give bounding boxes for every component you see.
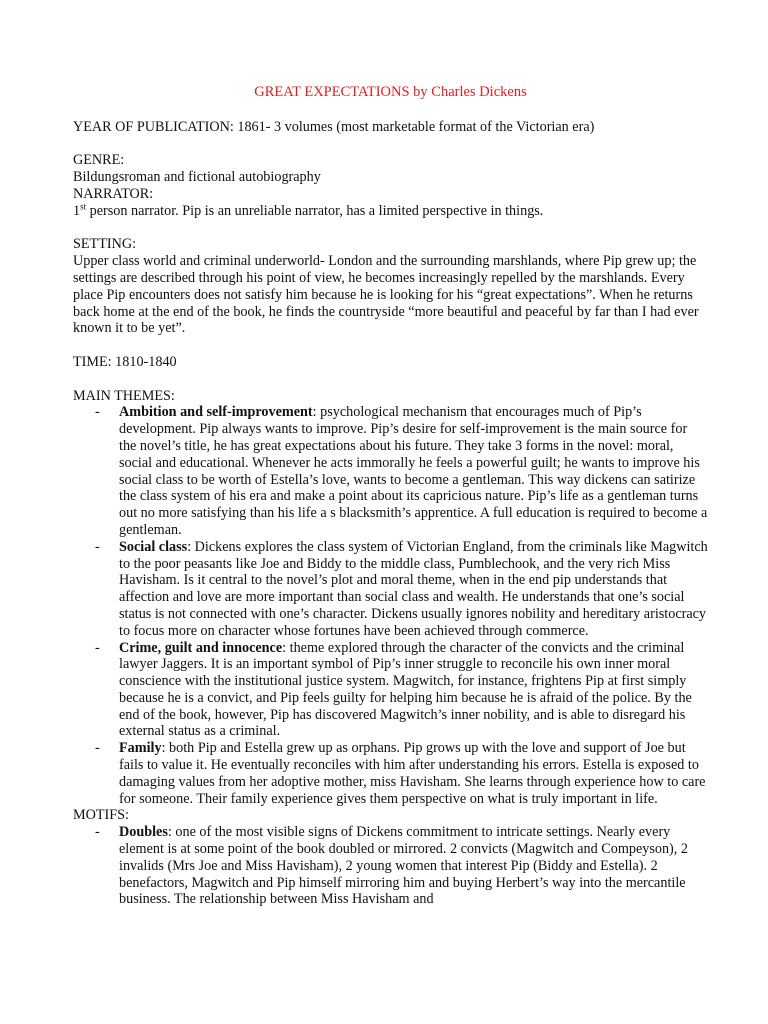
spacer <box>73 337 708 354</box>
list-dash: - <box>95 824 100 841</box>
narrator-heading: NARRATOR: <box>73 185 154 202</box>
spacer <box>73 220 708 237</box>
motif-term: Doubles <box>119 824 168 841</box>
list-item <box>73 640 708 741</box>
narrator-description: person narrator. Pip is an unreliable narrator, has a limited perspective in things. <box>86 202 544 219</box>
time-period: TIME: 1810-1840 <box>73 353 177 370</box>
theme-text: : psychological mechanism that encourages much of Pip’s development. Pip always wants to improve. Pip’s desire for self-improvement is the main source for the novel’s title, he has great expectations about his future. They take 3 forms in the novel: moral, social and educational. Whenever he acts immorally he feels a powerful guilt; he wants to improve his social class to be worth of Estella’s love, wants to become a gentleman. This way dickens can satirize the class system of his era and make a point about its capricious nature. Pip’s life as a gentleman turns out no more satisfying than his life a s blacksmith’s apprentice. A full education is required to become a gentleman. <box>119 404 708 538</box>
genre-heading: GENRE: <box>73 152 125 169</box>
themes-heading: MAIN THEMES: <box>73 387 175 404</box>
document-title: GREAT EXPECTATIONS by Charles Dickens <box>254 84 527 100</box>
list-item <box>73 539 708 640</box>
theme-text: : both Pip and Estella grew up as orphans. Pip grows up with the love and support of Joe but fails to value it. He eventually reconciles with him after understanding his errors. Estella is exposed to damaging values from her adoptive mother, miss Havisham. She learns through experience how to care for someone. Their family experience gives them perspective on what is truly important in life. <box>119 740 706 807</box>
list-dash: - <box>95 404 100 421</box>
spacer <box>73 371 708 388</box>
spacer <box>73 136 708 153</box>
theme-text: : Dickens explores the class system of Victorian England, from the criminals like Magwitch to the poor peasants like Joe and Biddy to the middle class, Pumblechook, and the very rich Miss Havisham. Is it central to the novel’s plot and moral theme, when in the end pip understands that affection and love are more important than social class and wealth. He understands that one’s social status is not connected with one’s character. Dickens usually ignores nobility and hereditary aristocracy to focus more on character whose fortunes have been achieved through commerce. <box>119 538 708 639</box>
setting-text: Upper class world and criminal underworld- London and the surrounding marshlands, where Pip grew up; the settings are described through his point of view, he becomes increasingly repelled by the marshlands. Every place Pip encounters does not satisfy him because he is looking for his “great expectations”. When he returns back home at the end of the book, he finds the countryside “more beautiful and peaceful by far than I had ever known it to be yet”. <box>73 253 699 337</box>
narrator-ordinal-suffix: st <box>80 201 87 212</box>
list-dash: - <box>95 538 100 555</box>
year-of-publication: YEAR OF PUBLICATION: 1861- 3 volumes (most marketable format of the Victorian era) <box>73 118 595 135</box>
theme-term: Ambition and self-improvement <box>119 404 313 421</box>
theme-term: Family <box>119 740 162 757</box>
setting-heading: SETTING: <box>73 236 137 253</box>
list-dash: - <box>95 639 100 656</box>
narrator-text <box>73 203 708 220</box>
list-dash: - <box>95 740 100 757</box>
motifs-list <box>73 824 708 908</box>
motifs-heading: MOTIFS: <box>73 807 129 824</box>
theme-term: Social class <box>119 538 188 555</box>
theme-text: : theme explored through the character of the convicts and the criminal lawyer Jaggers. It is an important symbol of Pip’s inner struggle to reconcile his own inner moral conscience with the institutional justice system. Magwitch, for instance, frightens Pip at first simply because he is a convict, and Pip feels guilty for helping him because he is afraid of the police. By the end of the book, however, Pip has discovered Magwitch’s inner nobility, and is able to disregard his external status as a criminal. <box>119 639 692 740</box>
list-item <box>73 824 708 908</box>
list-item <box>73 740 708 807</box>
theme-term: Crime, guilt and innocence <box>119 639 283 656</box>
motif-text: : one of the most visible signs of Dickens commitment to intricate settings. Nearly every element is at some point of the book doubled or mirrored. 2 convicts (Magwitch and Compeyson), 2 invalids (Mrs Joe and Miss Havisham), 2 young women that interest Pip (Biddy and Estella). 2 benefactors, Magwitch and Pip himself mirroring him and buying Herbert’s way into the mercantile business. The relationship between Miss Havisham and <box>119 824 688 908</box>
genre-text: Bildungsroman and fictional autobiography <box>73 169 321 186</box>
themes-list <box>73 404 708 807</box>
narrator-ordinal: 1 <box>73 202 81 219</box>
list-item <box>73 404 708 538</box>
